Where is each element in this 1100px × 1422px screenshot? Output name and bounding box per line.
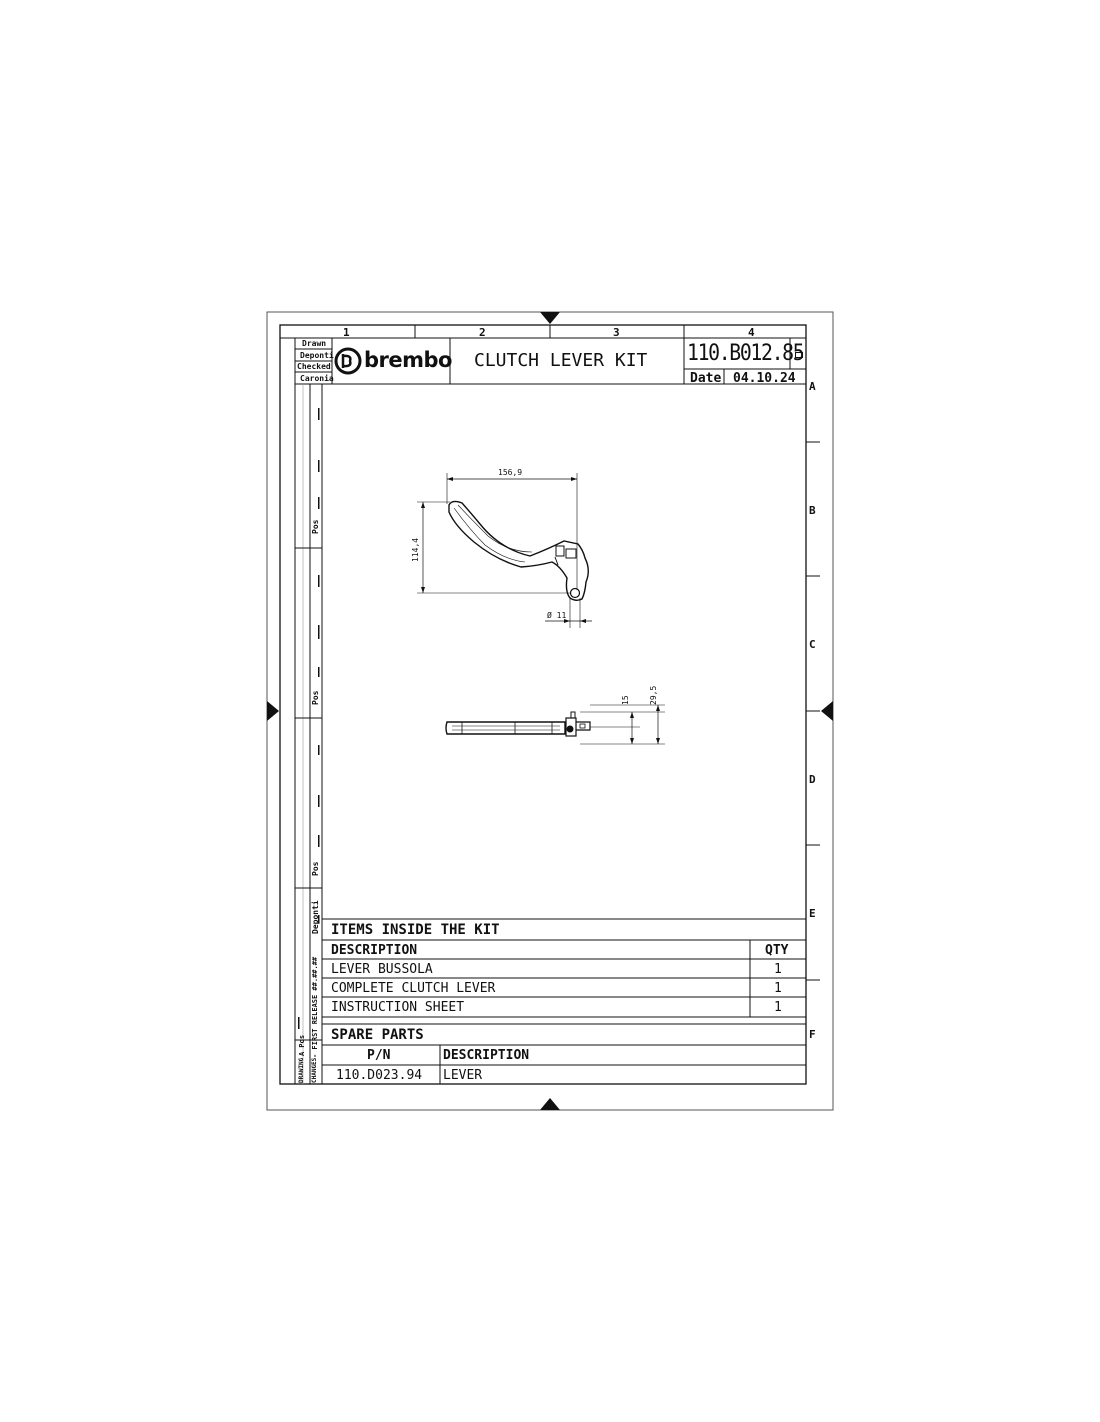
revision-drawing-label: DRAWING [298,1057,305,1083]
revision-changes-label: CHANGES [311,1057,318,1083]
drawn-name: Deponti [300,351,334,360]
dimension-thickness-outer: 29,5 [649,685,658,705]
checked-label: Checked [297,362,331,371]
date-label: Date [690,371,722,386]
spare-part-pn: 110.D023.94 [336,1068,423,1083]
column-label-3: 3 [613,326,620,339]
dimension-height: 114,4 [411,537,420,562]
date-value: 04.10.24 [733,371,796,386]
column-label-2: 2 [479,326,486,339]
kit-items-col-description: DESCRIPTION [331,943,418,958]
row-label-e: E [809,907,816,920]
revision-release-note: - FIRST RELEASE ##.##.## [311,956,319,1058]
drawing-title: CLUTCH LEVER KIT [474,350,648,371]
drawn-label: Drawn [302,339,327,348]
row-label-d: D [809,773,816,786]
brand-logo-text: brembo [364,348,452,372]
spare-part-description: LEVER [443,1068,483,1083]
kit-item-qty: 1 [774,962,782,977]
spare-parts-col-description: DESCRIPTION [443,1048,530,1063]
row-label-b: B [809,504,816,517]
row-label-f: F [809,1028,816,1041]
column-label-4: 4 [748,326,755,339]
kit-item-qty: 1 [774,1000,782,1015]
column-label-1: 1 [343,326,350,339]
kit-item-qty: 1 [774,981,782,996]
part-number: 110.B012.85 [687,341,804,366]
kit-item-description: COMPLETE CLUTCH LEVER [331,981,496,996]
dimension-width: 156,9 [498,468,523,477]
dimension-hole-diameter: Ø 11 [547,611,567,620]
revision-pos-3: Pos [311,861,320,876]
kit-items-heading: ITEMS INSIDE THE KIT [331,922,500,938]
revision-pos-1: Pos [311,519,320,534]
kit-item-description: INSTRUCTION SHEET [331,1000,465,1015]
dimension-thickness-inner: 15 [621,695,630,705]
kit-item-description: LEVER BUSSOLA [331,962,433,977]
checked-name: Caronia [300,374,334,383]
row-label-c: C [809,638,816,651]
spare-parts-heading: SPARE PARTS [331,1027,424,1043]
sheet-size-box [795,352,803,358]
kit-items-col-qty: QTY [765,943,789,958]
spare-parts-col-pn: P/N [367,1048,391,1063]
revision-initials: A Pos [298,1034,306,1056]
revision-pos-2: Pos [311,690,320,705]
row-label-a: A [809,380,816,393]
revision-author: Deponti [311,900,320,934]
